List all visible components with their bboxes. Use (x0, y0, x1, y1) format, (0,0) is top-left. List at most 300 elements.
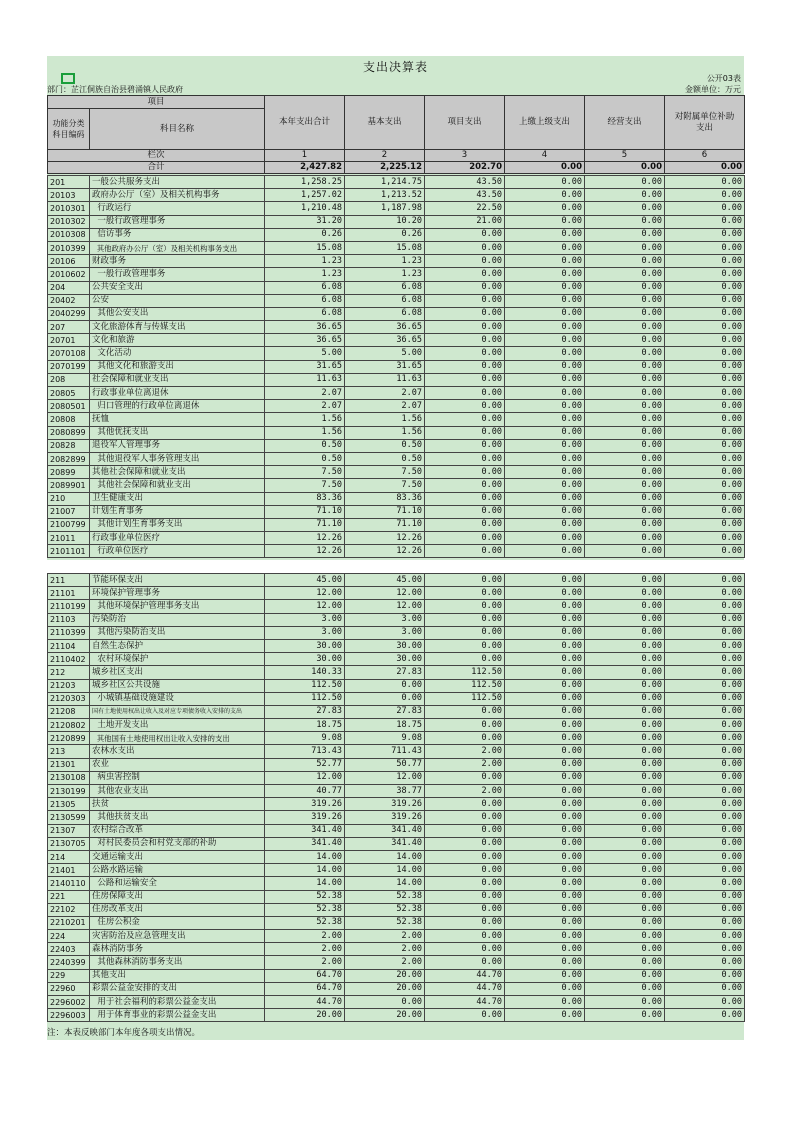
row-value: 3.00 (345, 626, 425, 639)
row-value: 0.00 (585, 719, 665, 732)
table-row (48, 600, 745, 613)
row-value: 0.00 (425, 626, 505, 639)
row-value: 0.00 (505, 982, 585, 995)
row-value: 713.43 (265, 745, 345, 758)
row-value: 0.00 (585, 545, 665, 558)
row-value: 0.00 (585, 771, 665, 784)
row-name: 抚恤 (90, 413, 265, 426)
row-value: 0.00 (665, 294, 745, 307)
row-code: 2080501 (48, 400, 90, 413)
order-num-3: 3 (425, 150, 505, 162)
row-name: 灾害防治及应急管理支出 (90, 930, 265, 943)
row-name: 环境保护管理事务 (90, 587, 265, 600)
table-row (48, 176, 745, 189)
row-value: 0.00 (585, 334, 665, 347)
row-value: 0.00 (585, 613, 665, 626)
row-value: 14.00 (345, 877, 425, 890)
row-value: 0.00 (345, 996, 425, 1009)
table-row (48, 281, 745, 294)
row-value: 6.08 (265, 294, 345, 307)
row-code: 208 (48, 373, 90, 386)
row-name: 用于体育事业的彩票公益金支出 (90, 1009, 265, 1022)
table-row (48, 890, 745, 903)
table-row (48, 639, 745, 652)
table-row (48, 532, 745, 545)
row-value: 0.00 (585, 653, 665, 666)
table-row (48, 492, 745, 505)
row-value: 0.00 (585, 996, 665, 1009)
row-code: 2210201 (48, 916, 90, 929)
row-name: 其他退役军人事务管理支出 (90, 452, 265, 465)
row-value: 0.00 (665, 850, 745, 863)
row-value: 0.00 (505, 505, 585, 518)
row-value: 1.56 (265, 413, 345, 426)
row-value: 18.75 (345, 719, 425, 732)
row-value: 12.00 (265, 587, 345, 600)
row-value: 0.00 (665, 189, 745, 202)
row-value: 1.23 (345, 255, 425, 268)
row-name: 彩票公益金安排的支出 (90, 982, 265, 995)
row-value: 0.00 (505, 307, 585, 320)
header-col-1: 本年支出合计 (265, 96, 345, 150)
row-value: 341.40 (265, 837, 345, 850)
row-value: 0.00 (425, 864, 505, 877)
row-value: 0.00 (505, 1009, 585, 1022)
row-name: 其他扶贫支出 (90, 811, 265, 824)
row-value: 0.00 (585, 930, 665, 943)
expenditure-table-part1 (47, 175, 745, 558)
header-name-label: 科目名称 (90, 109, 265, 150)
row-value: 0.00 (505, 479, 585, 492)
row-value: 0.00 (585, 268, 665, 281)
row-value: 0.00 (585, 785, 665, 798)
row-value: 0.00 (665, 692, 745, 705)
row-value: 0.00 (665, 321, 745, 334)
row-code: 204 (48, 281, 90, 294)
row-value: 0.00 (505, 426, 585, 439)
order-num-2: 2 (345, 150, 425, 162)
row-value: 0.00 (585, 307, 665, 320)
row-value: 0.00 (665, 705, 745, 718)
order-label: 栏次 (48, 150, 265, 162)
row-value: 0.00 (505, 785, 585, 798)
table-row (48, 294, 745, 307)
row-value: 0.00 (505, 189, 585, 202)
table-row (48, 811, 745, 824)
row-value: 112.50 (425, 692, 505, 705)
row-value: 0.00 (505, 732, 585, 745)
table-row (48, 574, 745, 587)
row-value: 0.00 (585, 732, 665, 745)
row-value: 0.00 (585, 679, 665, 692)
row-value: 0.00 (665, 837, 745, 850)
row-value: 0.00 (425, 877, 505, 890)
header-col-2: 基本支出 (345, 96, 425, 150)
table-row (48, 877, 745, 890)
table-row (48, 202, 745, 215)
row-value: 0.00 (665, 600, 745, 613)
row-value: 0.00 (505, 439, 585, 452)
row-code: 21007 (48, 505, 90, 518)
row-code: 21307 (48, 824, 90, 837)
row-name: 城乡社区公共设施 (90, 679, 265, 692)
row-value: 1.56 (265, 426, 345, 439)
row-code: 22102 (48, 903, 90, 916)
order-num-1: 1 (265, 150, 345, 162)
row-value: 0.00 (425, 360, 505, 373)
row-value: 0.00 (505, 626, 585, 639)
total-value-1: 2,427.82 (265, 162, 345, 174)
row-value: 6.08 (345, 294, 425, 307)
row-code: 224 (48, 930, 90, 943)
cell-selection-icon[interactable] (61, 73, 75, 84)
row-value: 6.08 (345, 281, 425, 294)
row-value: 0.00 (665, 360, 745, 373)
row-value: 0.00 (425, 466, 505, 479)
row-value: 112.50 (425, 666, 505, 679)
row-code: 229 (48, 969, 90, 982)
total-value-6: 0.00 (665, 162, 745, 174)
row-name: 卫生健康支出 (90, 492, 265, 505)
row-value: 0.00 (425, 268, 505, 281)
row-value: 0.00 (665, 916, 745, 929)
header-col-4: 上缴上级支出 (505, 96, 585, 150)
row-value: 1,257.02 (265, 189, 345, 202)
row-value: 0.00 (585, 228, 665, 241)
row-value: 5.00 (345, 347, 425, 360)
row-value: 0.00 (665, 1009, 745, 1022)
row-name: 公安 (90, 294, 265, 307)
row-value: 0.00 (665, 439, 745, 452)
row-value: 0.00 (585, 850, 665, 863)
header-col-6: 对附属单位补助 支出 (665, 96, 745, 150)
row-value: 0.00 (425, 413, 505, 426)
row-value: 0.00 (505, 176, 585, 189)
row-value: 0.00 (585, 439, 665, 452)
row-name: 行政单位医疗 (90, 545, 265, 558)
row-value: 50.77 (345, 758, 425, 771)
row-value: 3.00 (265, 613, 345, 626)
row-value: 0.00 (665, 492, 745, 505)
row-value: 0.00 (665, 228, 745, 241)
table-row (48, 413, 745, 426)
row-value: 0.00 (665, 758, 745, 771)
row-value: 0.00 (585, 969, 665, 982)
row-value: 12.00 (265, 771, 345, 784)
row-value: 2.07 (345, 387, 425, 400)
row-value: 14.00 (345, 850, 425, 863)
row-code: 21103 (48, 613, 90, 626)
row-value: 0.00 (665, 626, 745, 639)
row-code: 2130108 (48, 771, 90, 784)
row-value: 6.08 (345, 307, 425, 320)
row-value: 12.26 (265, 532, 345, 545)
row-value: 0.00 (665, 268, 745, 281)
row-value: 0.26 (345, 228, 425, 241)
row-value: 1.23 (265, 268, 345, 281)
row-value: 0.00 (585, 492, 665, 505)
row-name: 其他支出 (90, 969, 265, 982)
row-value: 45.00 (265, 574, 345, 587)
row-value: 0.00 (665, 824, 745, 837)
row-value: 0.00 (425, 653, 505, 666)
row-value: 21.00 (425, 215, 505, 228)
row-name: 城乡社区支出 (90, 666, 265, 679)
row-value: 0.50 (265, 439, 345, 452)
row-value: 0.00 (585, 864, 665, 877)
row-value: 64.70 (265, 969, 345, 982)
table-row (48, 745, 745, 758)
row-value: 0.00 (585, 387, 665, 400)
row-value: 0.00 (505, 241, 585, 254)
table-row (48, 321, 745, 334)
row-code: 21104 (48, 639, 90, 652)
row-value: 0.50 (265, 452, 345, 465)
table-row (48, 518, 745, 531)
table-row (48, 692, 745, 705)
row-value: 27.83 (345, 705, 425, 718)
row-value: 30.00 (265, 639, 345, 652)
row-value: 52.38 (345, 890, 425, 903)
row-code: 2110399 (48, 626, 90, 639)
row-name: 行政事业单位离退休 (90, 387, 265, 400)
row-value: 14.00 (345, 864, 425, 877)
row-value: 7.50 (265, 479, 345, 492)
row-value: 36.65 (345, 334, 425, 347)
row-value: 0.00 (665, 413, 745, 426)
row-code: 2130705 (48, 837, 90, 850)
row-value: 0.00 (665, 466, 745, 479)
row-name: 文化和旅游 (90, 334, 265, 347)
row-value: 0.00 (505, 255, 585, 268)
row-value: 0.00 (505, 215, 585, 228)
row-value: 27.83 (265, 705, 345, 718)
row-code: 21011 (48, 532, 90, 545)
row-value: 2.00 (265, 930, 345, 943)
row-code: 21203 (48, 679, 90, 692)
row-name: 行政运行 (90, 202, 265, 215)
row-value: 1,214.75 (345, 176, 425, 189)
row-name: 其他污染防治支出 (90, 626, 265, 639)
row-value: 2.00 (345, 943, 425, 956)
row-value: 0.00 (585, 587, 665, 600)
row-value: 7.50 (345, 479, 425, 492)
row-value: 0.00 (665, 679, 745, 692)
row-value: 0.00 (585, 505, 665, 518)
table-row (48, 758, 745, 771)
row-value: 52.38 (265, 890, 345, 903)
row-value: 64.70 (265, 982, 345, 995)
row-code: 2010399 (48, 241, 90, 254)
row-value: 0.00 (665, 545, 745, 558)
row-value: 71.10 (345, 518, 425, 531)
row-value: 0.00 (665, 732, 745, 745)
row-value: 0.00 (505, 903, 585, 916)
row-value: 71.10 (345, 505, 425, 518)
row-value: 0.00 (665, 387, 745, 400)
row-name: 文化旅游体育与传媒支出 (90, 321, 265, 334)
row-value: 0.00 (505, 956, 585, 969)
row-name: 自然生态保护 (90, 639, 265, 652)
row-code: 2130599 (48, 811, 90, 824)
row-value: 36.65 (265, 321, 345, 334)
row-value: 0.00 (665, 505, 745, 518)
row-code: 21101 (48, 587, 90, 600)
row-value: 0.00 (505, 705, 585, 718)
row-value: 112.50 (265, 679, 345, 692)
row-value: 0.00 (505, 518, 585, 531)
row-value: 15.08 (265, 241, 345, 254)
row-value: 0.50 (345, 439, 425, 452)
row-value: 319.26 (265, 798, 345, 811)
row-code: 2110402 (48, 653, 90, 666)
row-value: 27.83 (345, 666, 425, 679)
row-value: 0.00 (505, 837, 585, 850)
row-value: 2.00 (425, 758, 505, 771)
row-value: 0.00 (665, 255, 745, 268)
row-value: 1,210.48 (265, 202, 345, 215)
row-value: 0.00 (425, 347, 505, 360)
table-row (48, 228, 745, 241)
row-name: 其他计划生育事务支出 (90, 518, 265, 531)
row-value: 44.70 (425, 982, 505, 995)
row-value: 0.00 (585, 1009, 665, 1022)
row-value: 0.00 (425, 545, 505, 558)
row-value: 38.77 (345, 785, 425, 798)
row-value: 0.00 (425, 505, 505, 518)
row-value: 0.00 (505, 613, 585, 626)
row-value: 0.00 (665, 281, 745, 294)
row-value: 31.65 (345, 360, 425, 373)
row-value: 0.00 (505, 532, 585, 545)
row-code: 21305 (48, 798, 90, 811)
row-value: 0.00 (585, 600, 665, 613)
table-row (48, 982, 745, 995)
row-value: 0.00 (505, 877, 585, 890)
row-code: 2296003 (48, 1009, 90, 1022)
row-name: 小城镇基础设施建设 (90, 692, 265, 705)
row-value: 0.00 (665, 890, 745, 903)
row-code: 2040299 (48, 307, 90, 320)
row-name: 节能环保支出 (90, 574, 265, 587)
row-value: 0.00 (505, 653, 585, 666)
row-code: 211 (48, 574, 90, 587)
row-value: 0.00 (665, 930, 745, 943)
row-value: 0.00 (505, 202, 585, 215)
row-code: 22403 (48, 943, 90, 956)
expenditure-table-part2 (47, 573, 745, 1022)
row-value: 0.00 (425, 916, 505, 929)
row-value: 0.00 (505, 574, 585, 587)
row-value: 0.00 (425, 479, 505, 492)
table-row (48, 215, 745, 228)
row-value: 0.00 (505, 969, 585, 982)
row-value: 1,187.98 (345, 202, 425, 215)
row-value: 0.00 (665, 202, 745, 215)
row-name: 其他国有土地使用权出让收入安排的支出 (90, 732, 265, 745)
department-label: 部门：芷江侗族自治县碧涌镇人民政府 (47, 85, 183, 94)
row-code: 2120899 (48, 732, 90, 745)
row-name: 一般公共服务支出 (90, 176, 265, 189)
table-row (48, 705, 745, 718)
row-value: 319.26 (345, 811, 425, 824)
row-value: 0.00 (585, 811, 665, 824)
row-name: 其他社会保障和就业支出 (90, 466, 265, 479)
row-code: 207 (48, 321, 90, 334)
row-value: 12.00 (345, 587, 425, 600)
row-value: 0.00 (425, 492, 505, 505)
row-value: 0.00 (665, 719, 745, 732)
row-value: 1,258.25 (265, 176, 345, 189)
row-code: 2082899 (48, 452, 90, 465)
row-value: 14.00 (265, 850, 345, 863)
row-value: 341.40 (345, 824, 425, 837)
row-value: 44.70 (425, 996, 505, 1009)
row-value: 0.00 (665, 587, 745, 600)
row-value: 341.40 (265, 824, 345, 837)
row-value: 0.00 (505, 679, 585, 692)
row-value: 0.00 (425, 518, 505, 531)
row-value: 0.00 (505, 281, 585, 294)
row-value: 0.00 (425, 798, 505, 811)
row-value: 45.00 (345, 574, 425, 587)
row-value: 5.00 (265, 347, 345, 360)
row-code: 21401 (48, 864, 90, 877)
row-value: 0.00 (425, 771, 505, 784)
row-name: 用于社会福利的彩票公益金支出 (90, 996, 265, 1009)
table-row (48, 360, 745, 373)
row-name: 计划生育事务 (90, 505, 265, 518)
row-value: 0.00 (585, 916, 665, 929)
table-row (48, 189, 745, 202)
row-value: 0.00 (585, 294, 665, 307)
row-code: 21301 (48, 758, 90, 771)
row-value: 1.23 (265, 255, 345, 268)
row-value: 0.00 (425, 281, 505, 294)
row-value: 0.00 (665, 241, 745, 254)
row-value: 0.00 (505, 996, 585, 1009)
row-value: 0.00 (585, 466, 665, 479)
row-value: 0.00 (505, 864, 585, 877)
unit-label: 金额单位：万元 (685, 85, 741, 94)
row-code: 2110199 (48, 600, 90, 613)
row-value: 0.00 (585, 943, 665, 956)
row-code: 213 (48, 745, 90, 758)
order-num-5: 5 (585, 150, 665, 162)
row-value: 0.00 (665, 943, 745, 956)
row-code: 212 (48, 666, 90, 679)
row-value: 0.00 (665, 969, 745, 982)
row-value: 14.00 (265, 864, 345, 877)
row-code: 2240399 (48, 956, 90, 969)
row-value: 0.00 (425, 373, 505, 386)
row-value: 40.77 (265, 785, 345, 798)
row-name: 行政事业单位医疗 (90, 532, 265, 545)
row-value: 0.00 (505, 930, 585, 943)
row-value: 1.23 (345, 268, 425, 281)
row-value: 0.00 (505, 692, 585, 705)
row-name: 一般行政管理事务 (90, 215, 265, 228)
table-row (48, 307, 745, 320)
row-value: 0.00 (665, 334, 745, 347)
table-row (48, 466, 745, 479)
row-value: 0.00 (585, 241, 665, 254)
row-code: 2130199 (48, 785, 90, 798)
row-value: 12.26 (345, 532, 425, 545)
row-value: 9.08 (265, 732, 345, 745)
row-value: 0.00 (505, 492, 585, 505)
row-value: 0.00 (665, 400, 745, 413)
